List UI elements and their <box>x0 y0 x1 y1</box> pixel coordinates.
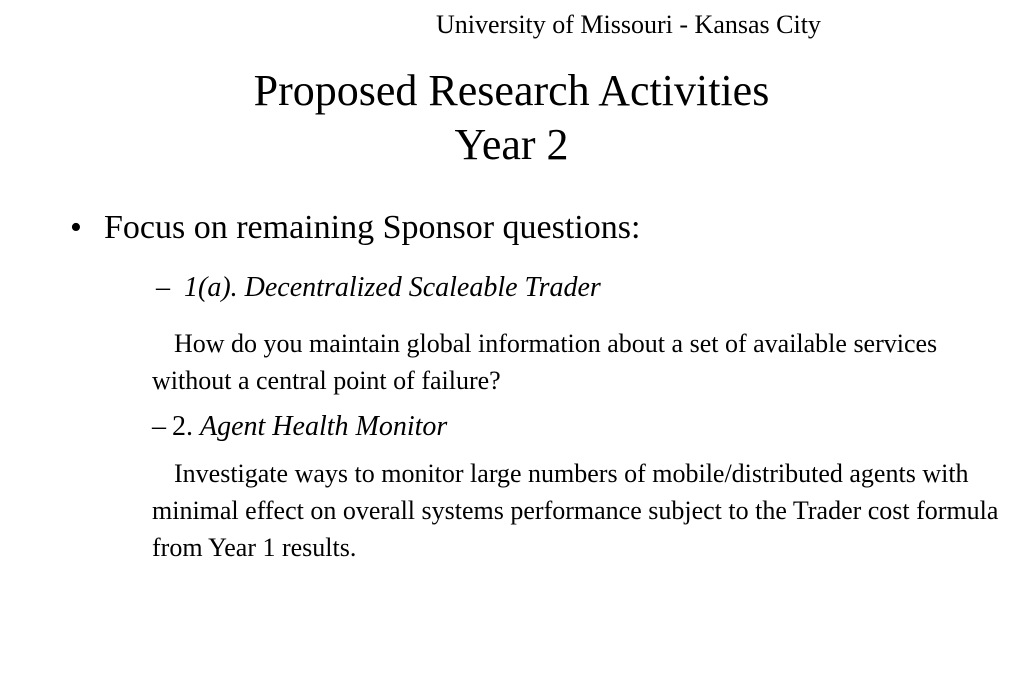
sub-item-1-heading <box>156 270 601 306</box>
sub-item-1-description: How do you maintain global information about a set of available services without a central point of failure? <box>152 329 938 395</box>
slide-title-line-2: Year 2 <box>454 120 569 169</box>
sub-item-1-title: 1(a). Decentralized Scaleable Trader <box>184 272 601 303</box>
slide-title <box>0 64 1023 172</box>
main-bullet <box>70 206 640 250</box>
sub-item-2-dash: – <box>152 411 166 442</box>
sub-item-1-dash: – <box>156 272 170 303</box>
sub-item-2-description: Investigate ways to monitor large numbers of mobile/distributed agents with minimal effect on overall systems performance subject to the Trader cost formula from Year 1 results. <box>152 459 999 562</box>
main-bullet-text: Focus on remaining Sponsor questions: <box>104 209 641 246</box>
organization-header: University of Missouri - Kansas City <box>436 10 821 39</box>
slide-title-line-1: Proposed Research Activities <box>253 66 770 115</box>
sub-item-2-heading <box>152 409 447 445</box>
bullet-marker: • <box>70 209 82 246</box>
sub-item-2-number: 2. <box>172 411 193 442</box>
sub-item-2-title: Agent Health Monitor <box>200 411 448 442</box>
